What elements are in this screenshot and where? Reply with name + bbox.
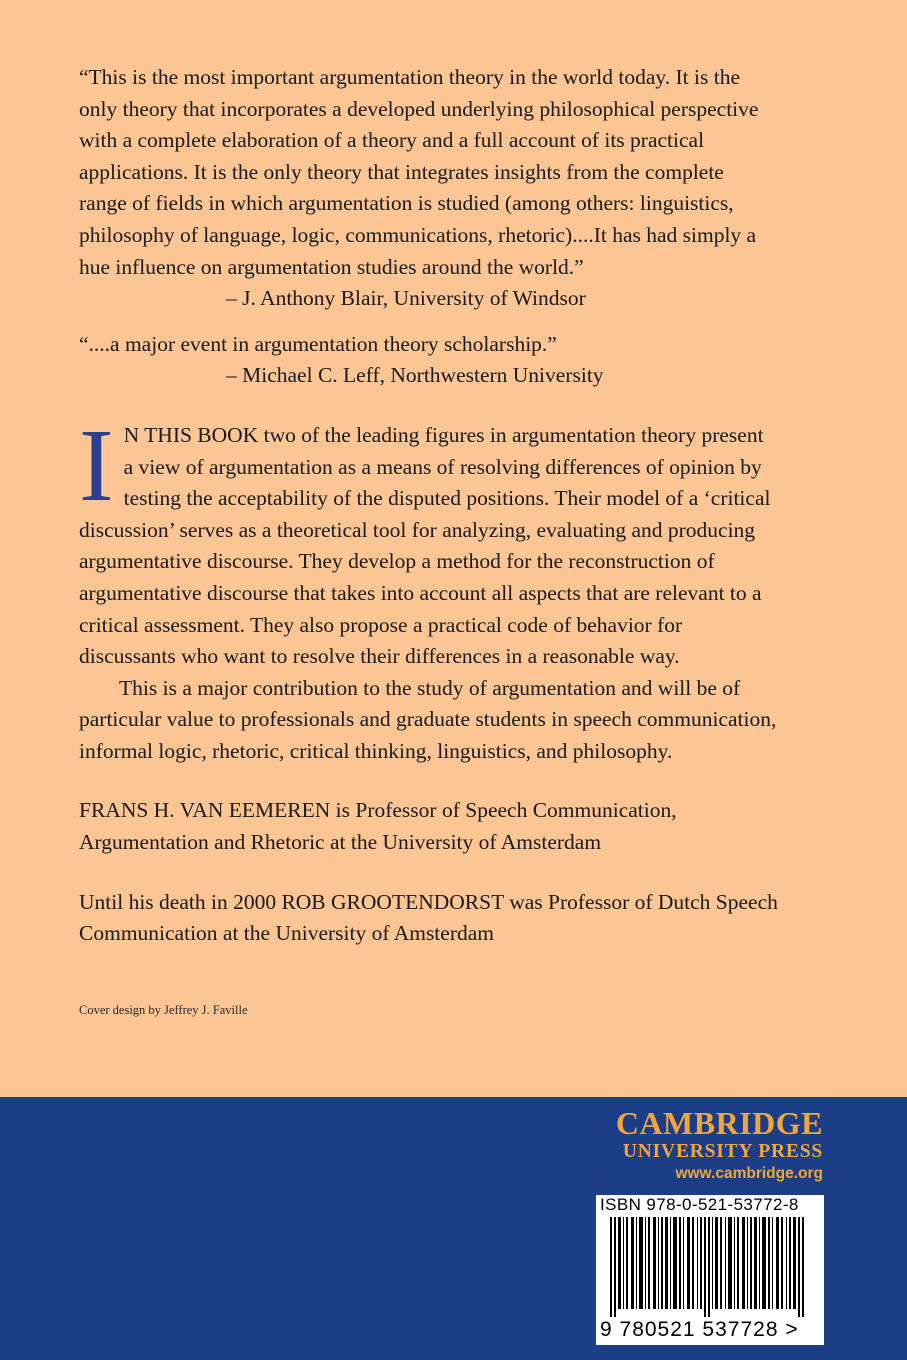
blurb-attribution: – J. Anthony Blair, University of Windsor	[226, 286, 586, 311]
book-description	[79, 407, 839, 768]
description-line: This is a major contribution to the study of argumentation and will be of	[119, 675, 741, 700]
blurb-line: applications. It is the only theory that integrates insights from the complete	[79, 159, 724, 184]
description-line: testing the acceptability of the disputed positions. Their model of a ‘critical	[123, 486, 771, 511]
blurb-leff	[79, 329, 839, 392]
description-line: particular value to professionals and graduate students in speech communication,	[79, 707, 777, 732]
description-line: discussants who want to resolve their differences in a reasonable way.	[79, 644, 680, 669]
publisher-name: CAMBRIDGE	[615, 1105, 823, 1141]
description-line: discussion’ serves as a theoretical tool for analyzing, evaluating and producing	[79, 517, 756, 542]
bio-line: Until his death in 2000 ROB GROOTENDORST was Professor of Dutch Speech	[79, 889, 778, 914]
barcode-number: 9 780521 537728 >	[600, 1318, 799, 1341]
blurb-line: philosophy of language, logic, communications, rhetoric)....It has had simply a	[79, 222, 757, 247]
barcode-bars	[596, 1217, 824, 1317]
blurb-blair	[79, 62, 839, 315]
author-bio-eemeren	[79, 795, 839, 858]
bio-line: Argumentation and Rhetoric at the University of Amsterdam	[79, 830, 602, 855]
description-line: critical assessment. They also propose a practical code of behavior for	[79, 612, 683, 637]
description-line: informal logic, rhetoric, critical thinking, linguistics, and philosophy.	[79, 738, 673, 763]
bio-line: Communication at the University of Amsterdam	[79, 921, 494, 946]
publisher-logo	[616, 1105, 823, 1185]
blurb-line: only theory that incorporates a developed underlying philosophical perspective	[79, 96, 759, 121]
blurb-line: “....a major event in argumentation theory scholarship.”	[79, 331, 557, 356]
bio-line: FRANS H. VAN EEMEREN is Professor of Speech Communication,	[79, 798, 677, 823]
blurb-line: with a complete elaboration of a theory and a full account of its practical	[79, 128, 705, 153]
blurb-line: hue influence on argumentation studies around the world.”	[79, 254, 584, 279]
publisher-url: www.cambridge.org	[675, 1165, 823, 1182]
blurb-attribution: – Michael C. Leff, Northwestern University	[226, 363, 604, 388]
isbn-text: ISBN 978-0-521-53772-8	[600, 1195, 799, 1214]
blurb-line: range of fields in which argumentation is studied (among others: linguistics,	[79, 191, 734, 216]
blurb-line: “This is the most important argumentation theory in the world today. It is the	[79, 65, 741, 89]
description-line: argumentative discourse that takes into account all aspects that are relevant to a	[79, 580, 762, 605]
description-line: N THIS BOOK two of the leading figures in argumentation theory present	[123, 422, 764, 447]
author-bio-grootendorst	[79, 887, 839, 950]
description-line: argumentative discourse. They develop a method for the reconstruction of	[79, 549, 715, 574]
publisher-press: UNIVERSITY PRESS	[622, 1141, 823, 1162]
description-line: a view of argumentation as a means of resolving differences of opinion by	[123, 454, 762, 479]
drop-cap: I	[79, 407, 114, 523]
back-cover-text	[79, 62, 839, 950]
cover-design-credit: Cover design by Jeffrey J. Faville	[79, 1003, 248, 1017]
